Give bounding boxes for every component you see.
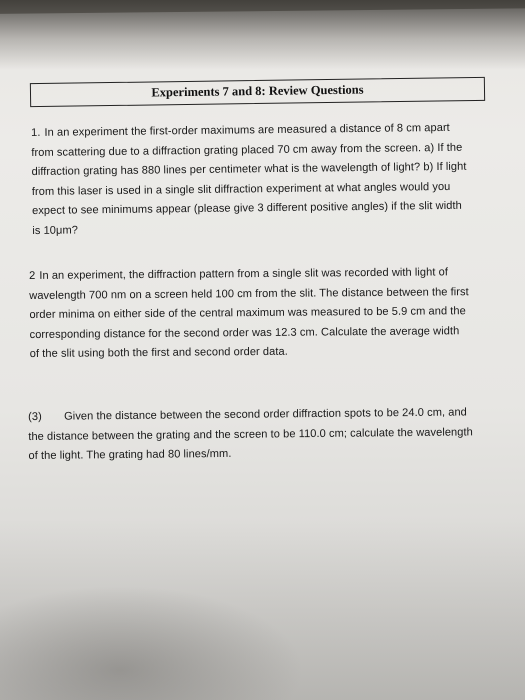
question-line: wavelength 700 nm on a screen held 100 cm from the slit. The distance between the first [29,285,469,302]
question-number: 2 [29,269,36,282]
question-1 [31,119,467,241]
question-3 [28,403,473,466]
question-2 [29,263,469,364]
question-line: 2 In an experiment, the diffraction pattern from a single slit was recorded with light of [29,266,449,282]
question-number: 1. [31,126,41,139]
question-number: (3) [28,410,42,423]
question-line: order minima on either side of the central maximum was measured to be 5.9 cm and the [29,305,466,321]
question-line: from scattering due to a diffraction grating placed 70 cm away from the screen. a) If the [31,141,463,159]
question-line: expect to see minimums appear (please give 3 different positive angles) if the slit width [31,199,462,217]
page-title: Experiments 7 and 8: Review Questions [151,82,364,100]
top-shadow [0,0,525,70]
bottom-shadow [0,520,525,700]
question-line: (3) Given the distance between the second order diffraction spots to be 24.0 cm, and [28,403,473,427]
question-line: the distance between the grating and the screen to be 110.0 cm; calculate the wavelength [28,425,473,443]
question-line: diffraction grating has 880 lines per centimeter what is the wavelength of light? b) If light [31,160,467,178]
question-line: of the light. The grating had 80 lines/mm. [28,447,232,462]
question-line: 1. In an experiment the first-order maximums are measured a distance of 8 cm apart [31,121,450,139]
question-line: is 10μm? [32,223,79,237]
question-line: corresponding distance for the second order was 12.3 cm. Calculate the average width [29,324,460,341]
question-line: of the slit using both the first and second order data. [29,345,288,360]
question-line: from this laser is used in a single slit diffraction experiment at what angles would you [31,180,451,198]
